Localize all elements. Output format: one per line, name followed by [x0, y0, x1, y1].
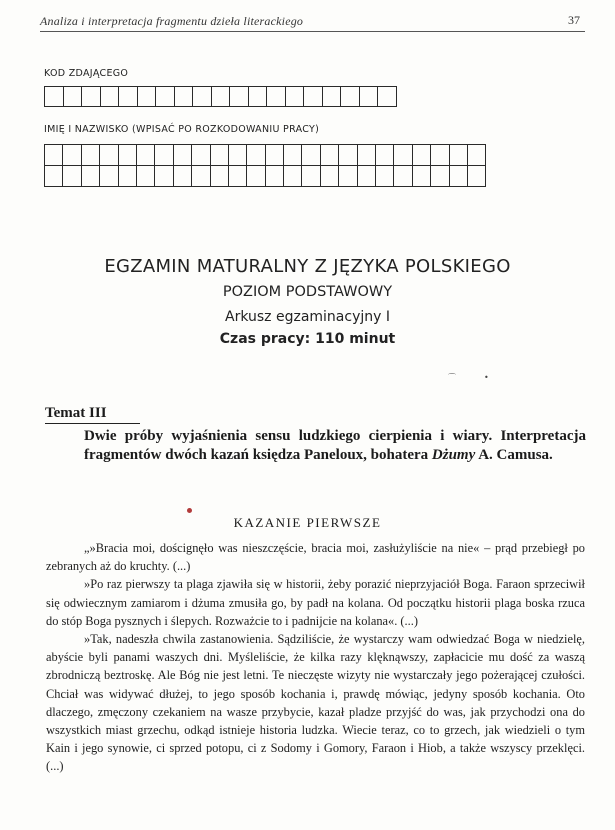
- exam-level: POZIOM PODSTAWOWY: [222, 284, 393, 300]
- topic-text: [84, 427, 586, 465]
- page-header: [0, 0, 615, 30]
- temat-label: Temat III: [45, 405, 107, 421]
- header-rule: [40, 31, 585, 32]
- exam-title: EGZAMIN MATURALNY Z JĘZYKA POLSKIEGO: [104, 256, 511, 277]
- name-cell[interactable]: [210, 145, 228, 166]
- kod-cell[interactable]: [156, 87, 175, 107]
- name-cell[interactable]: [118, 166, 136, 187]
- name-cell[interactable]: [100, 145, 118, 166]
- name-cell[interactable]: [173, 166, 191, 187]
- name-cell[interactable]: [431, 145, 449, 166]
- name-cell[interactable]: [265, 145, 283, 166]
- kod-cell[interactable]: [119, 87, 138, 107]
- name-cell[interactable]: [45, 145, 63, 166]
- name-cell[interactable]: [155, 145, 173, 166]
- kod-cell[interactable]: [304, 87, 323, 107]
- kod-cell[interactable]: [267, 87, 286, 107]
- name-cell[interactable]: [118, 145, 136, 166]
- kod-input-grid[interactable]: [44, 86, 397, 107]
- kod-cell[interactable]: [45, 87, 64, 107]
- name-cell[interactable]: [394, 145, 412, 166]
- name-cell[interactable]: [100, 166, 118, 187]
- name-cell[interactable]: [136, 145, 154, 166]
- paragraph: „»Bracia moi, doścignęło was nieszczęście, bracia moi, zasłużyliście na nie« – prąd przebiegł po zebranych aż do kruchty. (...): [46, 541, 585, 574]
- name-cell[interactable]: [63, 145, 81, 166]
- paragraph: »Po raz pierwszy ta plaga zjawiła się w historii, żeby porazić nieprzyjaciół Boga. Faraon sprzeciwił się odwiecznym zamiarom i dżuma zmusiła go, by padł na kolana. Od początku historii plaga boska rzuca do stóp Boga pysznych i ślepych. Rozważcie to i padnijcie na kolana«. (...): [46, 577, 585, 628]
- section-title: KAZANIE PIERWSZE: [233, 515, 382, 530]
- name-cell[interactable]: [155, 166, 173, 187]
- kod-cell[interactable]: [193, 87, 212, 107]
- topic-text-main: Dwie próby wyjaśnienia sensu ludzkiego cierpienia i wiary. Interpretacja fragmentów dwóch kazań księdza Paneloux, bohatera: [84, 428, 586, 463]
- name-cell[interactable]: [228, 145, 246, 166]
- kod-cell[interactable]: [248, 87, 267, 107]
- topic-text-author: A. Camusa.: [475, 447, 553, 463]
- name-cell[interactable]: [81, 145, 99, 166]
- name-cell[interactable]: [247, 166, 265, 187]
- kod-cell[interactable]: [230, 87, 249, 107]
- name-cell[interactable]: [173, 145, 191, 166]
- kod-cell[interactable]: [100, 87, 119, 107]
- name-cell[interactable]: [192, 145, 210, 166]
- name-cell[interactable]: [431, 166, 449, 187]
- name-label: IMIĘ I NAZWISKO (WPISAĆ PO ROZKODOWANIU PRACY): [44, 124, 320, 135]
- exam-time: Czas pracy: 110 minut: [219, 331, 396, 347]
- name-cell[interactable]: [63, 166, 81, 187]
- header-title: Analiza i interpretacja fragmentu dzieła literackiego: [40, 14, 304, 28]
- name-cell[interactable]: [339, 166, 357, 187]
- kod-cell[interactable]: [378, 87, 397, 107]
- kod-cell[interactable]: [211, 87, 230, 107]
- kod-cell[interactable]: [63, 87, 82, 107]
- name-cell[interactable]: [320, 166, 338, 187]
- name-cell[interactable]: [339, 145, 357, 166]
- name-cell[interactable]: [247, 145, 265, 166]
- sermon-text: [46, 539, 585, 776]
- topic-book-title: Dżumy: [431, 447, 476, 463]
- kod-cell[interactable]: [322, 87, 341, 107]
- page-number: 37: [568, 13, 580, 27]
- name-cell[interactable]: [394, 166, 412, 187]
- name-cell[interactable]: [376, 166, 394, 187]
- name-cell[interactable]: [228, 166, 246, 187]
- temat-underline: [45, 423, 140, 424]
- name-cell[interactable]: [467, 166, 485, 187]
- kod-cell[interactable]: [174, 87, 193, 107]
- name-cell[interactable]: [449, 145, 467, 166]
- name-cell[interactable]: [412, 166, 430, 187]
- kod-cell[interactable]: [82, 87, 101, 107]
- name-cell[interactable]: [45, 166, 63, 187]
- name-input-grid[interactable]: [44, 144, 486, 187]
- name-cell[interactable]: [136, 166, 154, 187]
- scan-speck: •: [484, 373, 489, 382]
- name-cell[interactable]: [412, 145, 430, 166]
- exam-sheet: Arkusz egzaminacyjny I: [225, 309, 390, 325]
- ink-dot: [187, 508, 192, 513]
- name-cell[interactable]: [210, 166, 228, 187]
- kod-cell[interactable]: [285, 87, 304, 107]
- name-cell[interactable]: [449, 166, 467, 187]
- paragraph: »Tak, nadeszła chwila zastanowienia. Sądziliście, że wystarczy wam odwiedzać Boga w niedzielę, abyście byli panami waszych dni. Myśleliście, że kilka razy klęknąwszy, zapłacicie mu dość za waszą zbrodniczą beztroskę. Ale Bóg nie jest letni. Te nieczęste wizyty nie wystarczały jego pożerającej czułości. Chciał was widywać dłużej, to jego sposób kochania i, prawdę mówiąc, jedyny sposób kochania. Oto dlaczego, zmęczony czekaniem na wasze przybycie, kazał pladze przyjść do was, jak przychodzi ona do wszystkich miast grzechu, odkąd istnieje historia ludzka. Wiecie teraz, co to grzech, jak wiedzieli o tym Kain i jego synowie, ci sprzed potopu, ci z Sodomy i Gomory, Faraon i Hiob, a także wszyscy przeklęci. (...): [46, 632, 585, 774]
- kod-cell[interactable]: [341, 87, 360, 107]
- name-cell[interactable]: [357, 166, 375, 187]
- name-cell[interactable]: [467, 145, 485, 166]
- name-cell[interactable]: [81, 166, 99, 187]
- name-cell[interactable]: [192, 166, 210, 187]
- name-cell[interactable]: [357, 145, 375, 166]
- kod-cell[interactable]: [359, 87, 378, 107]
- kod-cell[interactable]: [137, 87, 156, 107]
- name-cell[interactable]: [376, 145, 394, 166]
- scan-speck: ⌒: [448, 373, 456, 382]
- name-cell[interactable]: [302, 145, 320, 166]
- name-cell[interactable]: [320, 145, 338, 166]
- kod-label: KOD ZDAJĄCEGO: [44, 68, 129, 79]
- name-cell[interactable]: [302, 166, 320, 187]
- name-cell[interactable]: [284, 166, 302, 187]
- name-cell[interactable]: [284, 145, 302, 166]
- name-cell[interactable]: [265, 166, 283, 187]
